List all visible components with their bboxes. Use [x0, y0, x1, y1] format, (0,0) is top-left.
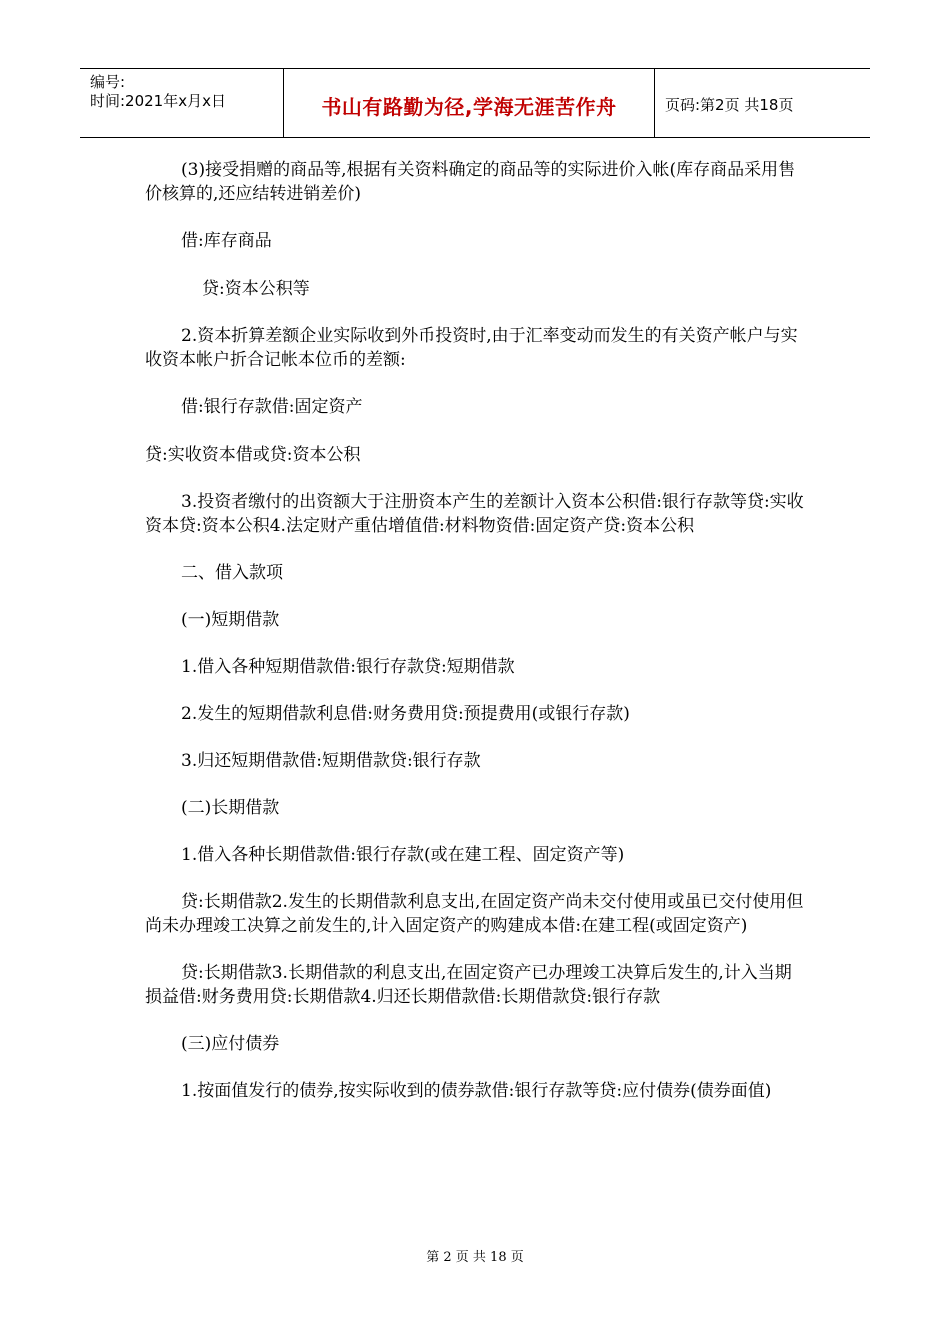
subsection-heading: (二)长期借款 — [181, 798, 280, 818]
document-number-label: 编号: — [90, 73, 126, 91]
paragraph: 2.发生的短期借款利息借:财务费用贷:预提费用(或银行存款) — [181, 704, 630, 724]
paragraph: 贷:长期借款3.长期借款的利息支出,在固定资产已办理竣工决算后发生的,计入当期损益借:财务费用贷:长期借款4.归还长期借款借:长期借款贷:银行存款 — [145, 963, 792, 1007]
paragraph: 2.资本折算差额企业实际收到外币投资时,由于汇率变动而发生的有关资产帐户与实收资本帐户折合记帐本位币的差额: — [145, 326, 798, 370]
page-footer: 第 2 页 共 18 页 — [426, 1250, 524, 1265]
paragraph: 1.借入各种短期借款借:银行存款贷:短期借款 — [181, 657, 515, 677]
paragraph: 贷:资本公积等 — [202, 279, 310, 299]
header-motto: 书山有路勤为径,学海无涯苦作舟 — [321, 95, 617, 119]
document-body — [145, 158, 805, 1103]
paragraph: 借:银行存款借:固定资产 — [181, 397, 363, 417]
paragraph: 贷:实收资本借或贷:资本公积 — [145, 445, 361, 465]
header-page-cell — [655, 69, 870, 137]
subsection-heading: (三)应付债券 — [181, 1034, 280, 1054]
subsection-heading: (一)短期借款 — [181, 610, 280, 630]
paragraph: 1.按面值发行的债券,按实际收到的债券款借:银行存款等贷:应付债券(债券面值) — [181, 1081, 772, 1101]
paragraph: 贷:长期借款2.发生的长期借款利息支出,在固定资产尚未交付使用或虽已交付使用但尚未办理竣工决算之前发生的,计入固定资产的购建成本借:在建工程(或固定资产) — [145, 892, 804, 936]
header-page-number: 页码:第2页 共18页 — [665, 96, 794, 114]
document-time-label: 时间:2021年x月x日 — [90, 92, 226, 110]
paragraph: 1.借入各种长期借款借:银行存款(或在建工程、固定资产等) — [181, 845, 625, 865]
paragraph: 借:库存商品 — [181, 231, 272, 251]
header-meta-cell — [80, 69, 284, 137]
page-header — [80, 68, 870, 138]
section-heading: 二、借入款项 — [181, 563, 283, 583]
header-motto-cell — [284, 69, 655, 137]
paragraph: (3)接受捐赠的商品等,根据有关资料确定的商品等的实际进价入帐(库存商品采用售价核算的,还应结转进销差价) — [145, 160, 796, 204]
paragraph: 3.投资者缴付的出资额大于注册资本产生的差额计入资本公积借:银行存款等贷:实收资本贷:资本公积4.法定财产重估增值借:材料物资借:固定资产贷:资本公积 — [145, 492, 804, 536]
paragraph: 3.归还短期借款借:短期借款贷:银行存款 — [181, 751, 481, 771]
